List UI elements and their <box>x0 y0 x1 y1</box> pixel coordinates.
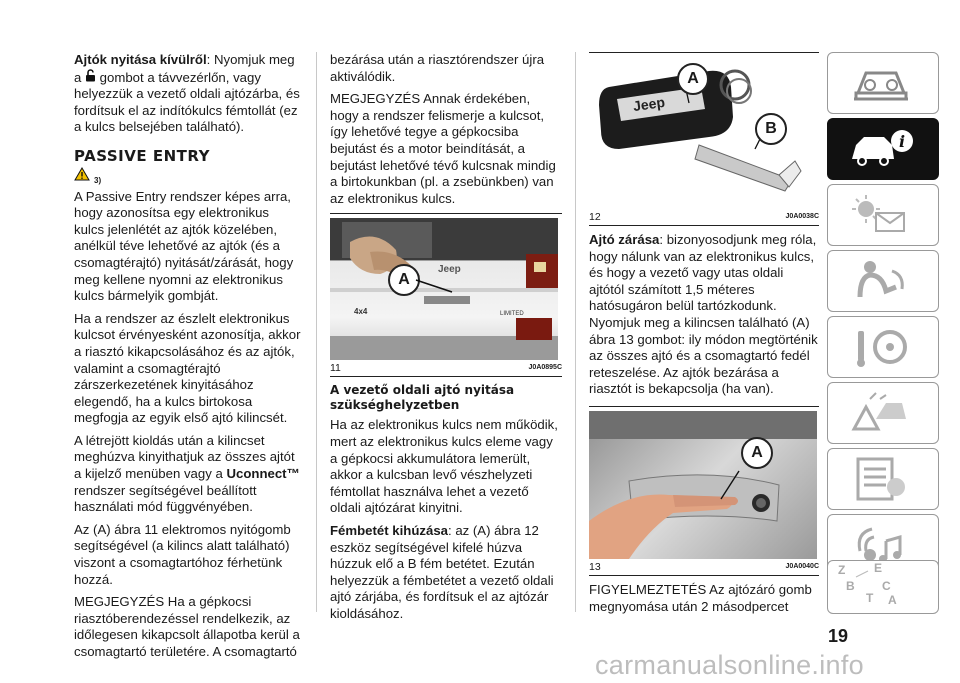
callout-a: A <box>741 437 773 469</box>
page-number: 19 <box>828 626 849 646</box>
column-right <box>589 52 819 621</box>
open-outside-heading: Ajtók nyitása kívülről <box>74 52 207 67</box>
paragraph: MEGJEGYZÉS Annak érdekében, hogy a rendszer felismerje a kulcsot, így lehetővé tegye a gépkocsiba bejutást és a motor beindítását, a bejutást lehetővé tévő kulcsnak mindig a birtokunkban (pl. a zsebünkben) van az elektronikus kulcs. <box>330 91 556 206</box>
warning-lights-icon <box>846 191 916 239</box>
column-middle <box>330 52 562 628</box>
trim-badge: LIMITED <box>500 311 524 318</box>
figure-12-caption: 12 J0A0038C <box>589 209 819 226</box>
tab-dashboard[interactable] <box>827 52 939 114</box>
warning-reference: 3) <box>74 167 302 185</box>
paragraph: Ha a rendszer az észlelt elektronikus kulcsot érvényesként azonosítja, akkor a riasztó kikapcsolásához és az ajtók, valamint a csomagtérajtó zárszerkezetének kinyitásához elegendő, ha a kulcs birtokosa megfogja az egyik első ajtó kilincsét. <box>74 310 301 426</box>
callout-a: A <box>388 264 420 296</box>
model-badge: 4x4 <box>354 307 368 317</box>
paragraph: FIGYELMEZTETÉS Az ajtózáró gomb megnyomása után 2 másodpercet <box>589 581 812 614</box>
figure-11-image <box>330 218 558 360</box>
tab-warning-lights[interactable] <box>827 184 939 246</box>
subsection-heading: A vezető oldali ajtó nyitása szükséghelyzetben <box>330 383 515 413</box>
jeep-logo: Jeep <box>632 93 666 115</box>
figure-12-image <box>589 57 817 209</box>
jeep-badge: Jeep <box>438 264 461 276</box>
svg-text:i: i <box>899 132 906 151</box>
car-info-icon <box>846 125 916 173</box>
figure-11-caption: 11 J0A0895C <box>330 360 562 377</box>
maintenance-icon <box>846 455 916 503</box>
tab-driving[interactable] <box>827 316 939 378</box>
column-divider <box>575 52 576 612</box>
dashboard-icon <box>846 59 916 107</box>
paragraph: Ha az elektronikus kulcs nem működik, mert az elektronikus kulcs eleme vagy a gépkocsi akkumulátora lemerült, akkor a kulcsban levő vészhelyzeti fémtollat használva lehet a vezető oldali ajtózárat kinyitni. <box>330 417 558 516</box>
figure-13-image <box>589 411 817 559</box>
warning-triangle-icon <box>74 167 90 186</box>
unlock-icon <box>85 70 96 85</box>
column-left <box>74 52 302 667</box>
tab-index[interactable]: Z E B C T A <box>827 560 939 614</box>
paragraph: MEGJEGYZÉS Ha a gépkocsi riasztóberendezéssel rendelkezik, az időlegesen kikapcsolt állapotba kerül a csomagtartó területére. A csomagtartó <box>74 594 300 659</box>
figure-13-caption: 13 J0A0040C <box>589 559 819 576</box>
figure-12 <box>589 52 819 226</box>
tab-car-info[interactable] <box>827 118 939 180</box>
paragraph: A létrejött kioldás után a kilincset meghúzva kinyithatjuk az összes ajtót a kijelző menüben vagy a Uconnect™ rendszer segítségével beállított használati mód függvényében. <box>74 432 300 515</box>
emergency-icon <box>846 389 916 437</box>
column-divider <box>316 52 317 612</box>
callout-a: A <box>677 63 709 95</box>
paragraph: Az (A) ábra 11 elektromos nyitógomb segítségével (a kilincs alatt található) viszont a csomagtartóhoz férhetünk hozzá. <box>74 521 291 587</box>
tab-safety[interactable] <box>827 250 939 312</box>
paragraph: A Passive Entry rendszer képes arra, hogy azonosítsa egy elektronikus kulcs jelenlétét az ajtók közelében, anélkül téve lehetővé az ajtók (és a csomagtérajtó) nyitását/zárását, hogy meg kellene nyomni az elektronikus kulcs bármelyik gombját. <box>74 188 294 304</box>
figure-13 <box>589 406 819 576</box>
driving-icon <box>846 323 916 371</box>
tab-emergency[interactable] <box>827 382 939 444</box>
figure-11 <box>330 213 562 377</box>
paragraph: Ajtó zárása: bizonyosodjunk meg róla, hogy nálunk van az elektronikus kulcs, és hogy a vezető vagy utas oldali ajtótól számított 1,5 méteres hatósugáron belül tartózkodunk. Nyomjuk meg a kilincsen található (A) ábra 13 gombot: ily módon megtörténik az összes ajtó és a csomagtartó fedél reteszelése. Az ajtók bezárása a riasztót is bekapcsolja (ha van). <box>589 232 818 397</box>
safety-icon <box>846 257 916 305</box>
section-title: PASSIVE ENTRY <box>74 146 210 165</box>
paragraph: Fémbetét kihúzása: az (A) ábra 12 eszköz segítségével kifelé húzva húzzuk elő a B fém betétet. Ezután helyezzük a fémbetétet a vezető oldali ajtó zárjába, és fordítsuk el az ajtózár kioldásához. <box>330 522 554 621</box>
paragraph: bezárása után a riasztórendszer újra aktiválódik. <box>330 52 545 84</box>
paragraph-open-outside: Ajtók nyitása kívülről: Nyomjuk meg a gombot a távvezérlőn, vagy helyezzük a vezető oldali ajtózárba, és fordítsuk el az indítókulcs fémtollát (ez a kulcs belsejében található). <box>74 52 300 135</box>
callout-b: B <box>755 113 787 145</box>
watermark: carmanualsonline.info <box>595 650 864 680</box>
tab-maintenance[interactable] <box>827 448 939 510</box>
